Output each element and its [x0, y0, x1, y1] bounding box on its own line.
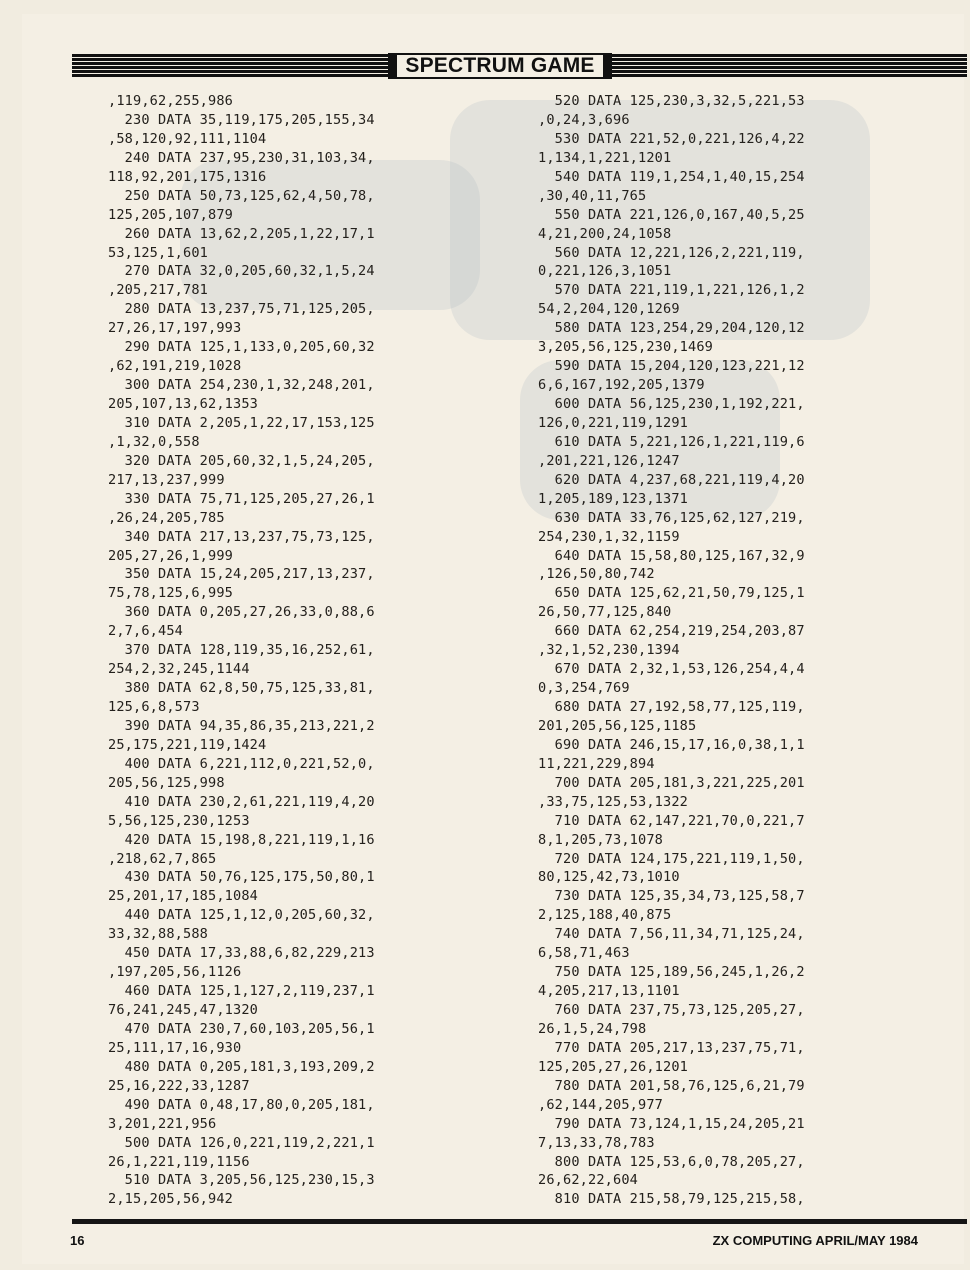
code-line: 205,27,26,1,999 — [108, 547, 234, 564]
code-line: 75,78,125,6,995 — [108, 585, 234, 602]
code-line: 125,205,27,26,1201 — [538, 1058, 689, 1075]
code-line: 330 DATA 75,71,125,205,27,26,1 — [108, 490, 375, 507]
code-line: ,218,62,7,865 — [108, 850, 217, 867]
page-number: 16 — [70, 1233, 85, 1248]
code-line: 3,201,221,956 — [108, 1115, 217, 1132]
code-line: 6,58,71,463 — [538, 945, 630, 962]
code-line: 26,1,5,24,798 — [538, 1020, 647, 1037]
code-line: 580 DATA 123,254,29,204,120,12 — [538, 320, 805, 337]
code-line: 240 DATA 237,95,230,31,103,34, — [108, 149, 375, 166]
code-line: 550 DATA 221,126,0,167,40,5,25 — [538, 206, 805, 223]
code-line: 400 DATA 6,221,112,0,221,52,0, — [108, 755, 375, 772]
code-line: 53,125,1,601 — [108, 244, 209, 261]
listing-column-right — [538, 92, 894, 1209]
code-line: ,32,1,52,230,1394 — [538, 642, 680, 659]
code-line: 800 DATA 125,53,6,0,78,205,27, — [538, 1153, 805, 1170]
code-line: 7,13,33,78,783 — [538, 1134, 655, 1151]
code-line: 540 DATA 119,1,254,1,40,15,254 — [538, 168, 805, 185]
code-line: 260 DATA 13,62,2,205,1,22,17,1 — [108, 225, 375, 242]
code-line: 118,92,201,175,1316 — [108, 168, 267, 185]
code-line: 25,175,221,119,1424 — [108, 736, 267, 753]
code-line: 300 DATA 254,230,1,32,248,201, — [108, 377, 375, 394]
code-line: 2,15,205,56,942 — [108, 1191, 234, 1208]
code-line: 254,2,32,245,1144 — [108, 661, 250, 678]
code-line: 490 DATA 0,48,17,80,0,205,181, — [108, 1096, 375, 1113]
code-line: 0,3,254,769 — [538, 680, 630, 697]
code-line: ,26,24,205,785 — [108, 509, 225, 526]
code-line: 530 DATA 221,52,0,221,126,4,22 — [538, 130, 805, 147]
code-line: 217,13,237,999 — [108, 471, 225, 488]
code-line: 290 DATA 125,1,133,0,205,60,32 — [108, 339, 375, 356]
code-line: 25,111,17,16,930 — [108, 1039, 242, 1056]
code-line: 0,221,126,3,1051 — [538, 263, 672, 280]
code-line: 205,107,13,62,1353 — [108, 396, 259, 412]
code-line: 254,230,1,32,1159 — [538, 528, 680, 545]
code-line: 8,1,205,73,1078 — [538, 831, 664, 848]
code-line: 650 DATA 125,62,21,50,79,125,1 — [538, 585, 805, 602]
code-line: 26,62,22,604 — [538, 1172, 639, 1189]
code-line: 780 DATA 201,58,76,125,6,21,79 — [538, 1077, 805, 1094]
code-line: 2,7,6,454 — [108, 623, 184, 640]
code-line: 320 DATA 205,60,32,1,5,24,205, — [108, 452, 375, 469]
code-line: 430 DATA 50,76,125,175,50,80,1 — [108, 869, 375, 886]
code-line: 11,221,229,894 — [538, 755, 655, 772]
footer-rule — [72, 1219, 967, 1224]
code-line: 440 DATA 125,1,12,0,205,60,32, — [108, 907, 375, 924]
code-line: 4,21,200,24,1058 — [538, 225, 672, 242]
code-line: 126,0,221,119,1291 — [538, 414, 689, 431]
code-line: 54,2,204,120,1269 — [538, 301, 680, 318]
code-line: 470 DATA 230,7,60,103,205,56,1 — [108, 1020, 375, 1037]
code-line: 27,26,17,197,993 — [108, 320, 242, 337]
code-line: ,1,32,0,558 — [108, 433, 200, 450]
code-line: 3,205,56,125,230,1469 — [538, 339, 714, 356]
code-line: 760 DATA 237,75,73,125,205,27, — [538, 1002, 805, 1018]
code-line: ,201,221,126,1247 — [538, 452, 680, 469]
code-line: 740 DATA 7,56,11,34,71,125,24, — [538, 926, 805, 943]
code-line: ,119,62,255,986 — [108, 93, 234, 109]
code-line: 1,205,189,123,1371 — [538, 490, 689, 507]
code-line: 510 DATA 3,205,56,125,230,15,3 — [108, 1172, 375, 1189]
code-line: 520 DATA 125,230,3,32,5,221,53 — [538, 93, 805, 109]
code-line: 33,32,88,588 — [108, 926, 209, 943]
code-line: 370 DATA 128,119,35,16,252,61, — [108, 642, 375, 659]
section-header — [72, 54, 967, 78]
code-line: 390 DATA 94,35,86,35,213,221,2 — [108, 717, 375, 734]
code-line: ,62,191,219,1028 — [108, 358, 242, 375]
code-line: ,197,205,56,1126 — [108, 964, 242, 981]
code-line: 80,125,42,73,1010 — [538, 869, 680, 886]
code-line: 590 DATA 15,204,120,123,221,12 — [538, 358, 805, 375]
code-line: 1,134,1,221,1201 — [538, 149, 672, 166]
code-line: 610 DATA 5,221,126,1,221,119,6 — [538, 433, 805, 450]
code-line: 660 DATA 62,254,219,254,203,87 — [538, 623, 805, 640]
code-line: 26,50,77,125,840 — [538, 604, 672, 621]
code-line: 710 DATA 62,147,221,70,0,221,7 — [538, 812, 805, 829]
code-line: 630 DATA 33,76,125,62,127,219, — [538, 509, 805, 526]
code-line: 600 DATA 56,125,230,1,192,221, — [538, 396, 805, 412]
code-line: ,30,40,11,765 — [538, 187, 647, 204]
code-line: 76,241,245,47,1320 — [108, 1002, 259, 1018]
code-line: 5,56,125,230,1253 — [108, 812, 250, 829]
code-line: 26,1,221,119,1156 — [108, 1153, 250, 1170]
header-rule-right — [612, 54, 967, 78]
code-line: 700 DATA 205,181,3,221,225,201 — [538, 774, 805, 791]
code-line: ,62,144,205,977 — [538, 1096, 664, 1113]
code-line: 750 DATA 125,189,56,245,1,26,2 — [538, 964, 805, 981]
code-line: 480 DATA 0,205,181,3,193,209,2 — [108, 1058, 375, 1075]
code-line: 201,205,56,125,1185 — [538, 717, 697, 734]
code-line: 380 DATA 62,8,50,75,125,33,81, — [108, 680, 375, 697]
code-line: 310 DATA 2,205,1,22,17,153,125 — [108, 414, 375, 431]
code-line: 570 DATA 221,119,1,221,126,1,2 — [538, 282, 805, 299]
code-line: 640 DATA 15,58,80,125,167,32,9 — [538, 547, 805, 564]
code-line: ,58,120,92,111,1104 — [108, 130, 267, 147]
code-line: 410 DATA 230,2,61,221,119,4,20 — [108, 793, 375, 810]
listing-column-left — [108, 92, 458, 1209]
code-line: 720 DATA 124,175,221,119,1,50, — [538, 850, 805, 867]
code-line: 730 DATA 125,35,34,73,125,58,7 — [538, 888, 805, 905]
code-line: 690 DATA 246,15,17,16,0,38,1,1 — [538, 736, 805, 753]
code-line: 25,201,17,185,1084 — [108, 888, 259, 905]
code-line: 6,6,167,192,205,1379 — [538, 377, 705, 394]
section-title-box — [388, 53, 612, 79]
code-line: 360 DATA 0,205,27,26,33,0,88,6 — [108, 604, 375, 621]
code-line: 2,125,188,40,875 — [538, 907, 672, 924]
code-line: ,126,50,80,742 — [538, 566, 655, 583]
code-line: 810 DATA 215,58,79,125,215,58, — [538, 1191, 805, 1208]
code-line: 670 DATA 2,32,1,53,126,254,4,4 — [538, 661, 805, 678]
code-line: 4,205,217,13,1101 — [538, 983, 680, 1000]
code-line: 280 DATA 13,237,75,71,125,205, — [108, 301, 375, 318]
code-line: 125,205,107,879 — [108, 206, 234, 223]
code-line: ,0,24,3,696 — [538, 111, 630, 128]
code-line: 460 DATA 125,1,127,2,119,237,1 — [108, 983, 375, 1000]
code-line: 560 DATA 12,221,126,2,221,119, — [538, 244, 805, 261]
code-line: 790 DATA 73,124,1,15,24,205,21 — [538, 1115, 805, 1132]
section-title: SPECTRUM GAME — [397, 55, 602, 77]
code-line: 770 DATA 205,217,13,237,75,71, — [538, 1039, 805, 1056]
code-line: 270 DATA 32,0,205,60,32,1,5,24 — [108, 263, 375, 280]
code-line: ,205,217,781 — [108, 282, 209, 299]
code-line: 250 DATA 50,73,125,62,4,50,78, — [108, 187, 375, 204]
code-line: 230 DATA 35,119,175,205,155,34 — [108, 111, 375, 128]
magazine-footer: ZX COMPUTING APRIL/MAY 1984 — [712, 1233, 918, 1248]
code-line: 205,56,125,998 — [108, 774, 225, 791]
code-line: 420 DATA 15,198,8,221,119,1,16 — [108, 831, 375, 848]
code-line: 350 DATA 15,24,205,217,13,237, — [108, 566, 375, 583]
code-line: 125,6,8,573 — [108, 699, 200, 715]
code-line: 680 DATA 27,192,58,77,125,119, — [538, 699, 805, 715]
code-line: ,33,75,125,53,1322 — [538, 793, 689, 810]
header-rule-left — [72, 54, 388, 78]
code-line: 620 DATA 4,237,68,221,119,4,20 — [538, 471, 805, 488]
code-line: 340 DATA 217,13,237,75,73,125, — [108, 528, 375, 545]
code-line: 450 DATA 17,33,88,6,82,229,213 — [108, 945, 375, 962]
code-line: 25,16,222,33,1287 — [108, 1077, 250, 1094]
code-line: 500 DATA 126,0,221,119,2,221,1 — [108, 1134, 375, 1151]
